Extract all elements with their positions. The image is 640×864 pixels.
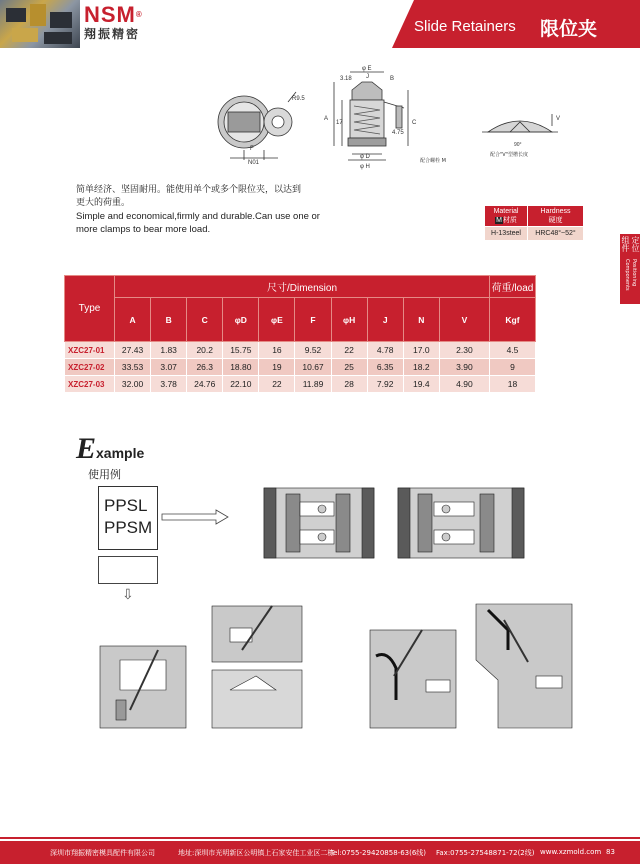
dimension-cell: 19 — [259, 359, 295, 376]
label-c: C — [412, 120, 417, 126]
product-photo — [0, 0, 80, 48]
dimension-column-header: A — [115, 298, 151, 342]
example-title-cn: 使用例 — [88, 468, 121, 481]
dimension-cell: 20.2 — [187, 342, 223, 359]
dimension-header: 尺寸/Dimension — [115, 276, 490, 298]
label-a: A — [324, 116, 329, 122]
table-row — [65, 376, 536, 393]
dimension-column-header: Kgf — [490, 298, 536, 342]
dimension-cell: 18.2 — [403, 359, 439, 376]
type-cell: XZC27-03 — [65, 376, 115, 393]
mold-section-1 — [100, 646, 186, 728]
footer-web: www.xzmold.com — [540, 848, 602, 856]
side-tab-cn: 定位组件 — [621, 236, 640, 252]
material-m-badge: M — [496, 217, 502, 224]
page-title-cn: 限位夹 — [540, 18, 598, 40]
description-en-line1: Simple and economical,firmly and durable.Can use one or — [76, 211, 320, 222]
dimension-cell: 28 — [331, 376, 367, 393]
dimension-cell: 22 — [331, 342, 367, 359]
footer-rule — [0, 837, 640, 839]
dimension-cell: 22.10 — [223, 376, 259, 393]
product-description — [76, 184, 346, 236]
technical-drawing — [200, 60, 580, 175]
description-cn-line2: 更大的荷重。 — [76, 198, 131, 208]
dimension-cell: 3.07 — [151, 359, 187, 376]
dimension-cell: 33.53 — [115, 359, 151, 376]
dimension-column-header: V — [439, 298, 489, 342]
label-angle: 90° — [514, 142, 522, 148]
dimension-cell: 27.43 — [115, 342, 151, 359]
description-cn-line1: 简单经济、坚固耐用。能使用单个或多个限位夹，以达到 — [76, 185, 302, 195]
example-mold-drawings — [96, 480, 576, 740]
load-header: 荷重/load — [490, 276, 536, 298]
dimension-table — [64, 275, 536, 393]
type-cell: XZC27-01 — [65, 342, 115, 359]
label-n01: N01 — [248, 160, 260, 166]
dimension-cell: 22 — [259, 376, 295, 393]
dimension-cell: 11.89 — [295, 376, 331, 393]
side-view-drawing — [334, 72, 408, 160]
label-v: V — [556, 116, 561, 122]
down-arrow-icon: ⇩ — [122, 586, 134, 602]
order-code-2: PPSM — [104, 518, 153, 537]
dimension-column-header: J — [367, 298, 403, 342]
label-phid: φ D — [360, 154, 370, 160]
type-cell: XZC27-02 — [65, 359, 115, 376]
label-bolt: 配合螺栓 M — [420, 158, 446, 164]
dimension-cell: 4.90 — [439, 376, 489, 393]
label-475: 4.75 — [392, 130, 404, 136]
page-footer — [0, 841, 640, 864]
brand-logo: NSM® 翔振精密 — [84, 4, 156, 44]
footer-address: 地址:深圳市光明新区公明镇上石家安佳工业区二栋 — [178, 849, 335, 857]
hardness-header: Hardness 硬度 — [528, 206, 584, 227]
dimension-cell: 9.52 — [295, 342, 331, 359]
label-r: R9.5 — [292, 96, 305, 102]
dimension-cell: 7.92 — [367, 376, 403, 393]
dimension-cell: 19.4 — [403, 376, 439, 393]
label-b: B — [390, 76, 395, 82]
dimension-column-header: φE — [259, 298, 295, 342]
dimension-column-header: φD — [223, 298, 259, 342]
label-e: φ E — [362, 66, 372, 72]
dimension-cell: 4.5 — [490, 342, 536, 359]
dimension-cell: 1.83 — [151, 342, 187, 359]
page-title-en: Slide Retainers — [414, 18, 516, 35]
mold-assembly-2 — [398, 488, 524, 558]
material-header: Material M材质 — [485, 206, 528, 227]
footer-tel: Tel:0755-29420858-63(6线) — [330, 849, 427, 857]
mold-assembly-1 — [264, 488, 374, 558]
example-title: Example — [76, 432, 145, 465]
dimension-cell: 9 — [490, 359, 536, 376]
dimension-cell: 15.75 — [223, 342, 259, 359]
dimension-cell: 17.0 — [403, 342, 439, 359]
label-j: J — [366, 74, 369, 80]
dimension-table-wrap — [64, 275, 536, 393]
section-side-tab — [620, 234, 640, 304]
label-phih: φ H — [360, 164, 370, 170]
description-en-line2: more clamps to bear more load. — [76, 224, 211, 235]
dimension-column-header: B — [151, 298, 187, 342]
footer-company: 深圳市翔振精密模具配件有限公司 — [50, 849, 155, 857]
brand-cn: 翔振精密 — [84, 27, 141, 41]
footer-fax: Fax:0755-27548871-72(2线) — [436, 849, 535, 857]
order-code-1: PPSL — [104, 496, 148, 515]
dimension-column-header: F — [295, 298, 331, 342]
label-17: 17 — [336, 120, 343, 126]
dimension-cell: 6.35 — [367, 359, 403, 376]
dimension-cell: 25 — [331, 359, 367, 376]
right-arrow-icon — [162, 510, 228, 524]
dimension-cell: 2.30 — [439, 342, 489, 359]
table-row — [65, 359, 536, 376]
dimension-cell: 10.67 — [295, 359, 331, 376]
v-groove-drawing — [482, 114, 561, 132]
material-table — [484, 205, 584, 241]
dimension-cell: 4.78 — [367, 342, 403, 359]
dimension-cell: 18.80 — [223, 359, 259, 376]
dimension-column-header: φH — [331, 298, 367, 342]
hardness-value: HRC48°~52° — [528, 227, 584, 241]
table-row — [65, 342, 536, 359]
side-tab-en: Positioning Components — [624, 258, 637, 291]
type-header: Type — [65, 276, 115, 342]
label-318: 3.18 — [340, 76, 352, 82]
dimension-column-header: C — [187, 298, 223, 342]
dimension-cell: 26.3 — [187, 359, 223, 376]
label-f: F — [250, 146, 254, 152]
mold-section-4 — [476, 604, 572, 728]
material-value: H-13steel — [485, 227, 528, 241]
mold-section-3 — [370, 630, 456, 728]
dimension-cell: 3.78 — [151, 376, 187, 393]
dimension-cell: 24.76 — [187, 376, 223, 393]
page-header — [0, 0, 640, 48]
mold-section-2 — [212, 606, 302, 728]
footer-page-number: 83 — [606, 848, 615, 856]
dimension-cell: 32.00 — [115, 376, 151, 393]
top-view-drawing — [218, 92, 296, 160]
dimension-cell: 18 — [490, 376, 536, 393]
dimension-cell: 16 — [259, 342, 295, 359]
label-groove: 配合"V"型槽长度 — [490, 152, 529, 158]
dimension-column-header: N — [403, 298, 439, 342]
dimension-cell: 3.90 — [439, 359, 489, 376]
